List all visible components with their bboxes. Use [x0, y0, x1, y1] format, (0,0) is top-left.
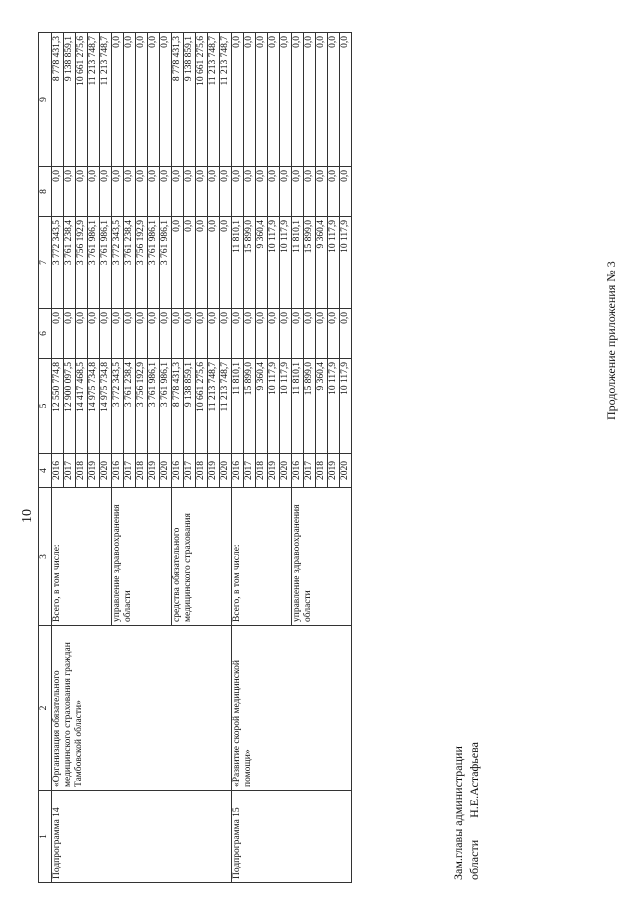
- amount-cell: 0,0: [232, 167, 244, 217]
- amount-cell: 3 772 343,5: [52, 217, 64, 309]
- amount-cell: 0,0: [208, 309, 220, 359]
- amount-cell: 0,0: [124, 309, 136, 359]
- column-header: 5: [39, 359, 52, 454]
- amount-cell: 0,0: [76, 167, 88, 217]
- year-cell: 2018: [136, 454, 148, 488]
- amount-cell: 11 213 748,7: [220, 33, 232, 167]
- funding-source: средства обязательного медицинского страхования: [172, 488, 232, 626]
- amount-cell: 0,0: [112, 309, 124, 359]
- amount-cell: 9 360,4: [256, 359, 268, 454]
- amount-cell: 8 778 431,3: [172, 359, 184, 454]
- amount-cell: 15 899,0: [244, 217, 256, 309]
- amount-cell: 0,0: [208, 167, 220, 217]
- amount-cell: 0,0: [340, 167, 352, 217]
- amount-cell: 0,0: [196, 167, 208, 217]
- amount-cell: 0,0: [148, 167, 160, 217]
- amount-cell: 0,0: [172, 217, 184, 309]
- amount-cell: 0,0: [184, 167, 196, 217]
- amount-cell: 0,0: [220, 217, 232, 309]
- amount-cell: 0,0: [256, 33, 268, 167]
- amount-cell: 10 661 275,6: [76, 33, 88, 167]
- amount-cell: 10 117,9: [328, 359, 340, 454]
- budget-table-wrapper: [38, 33, 352, 883]
- amount-cell: 0,0: [232, 33, 244, 167]
- amount-cell: 11 810,1: [292, 217, 304, 309]
- year-cell: 2016: [172, 454, 184, 488]
- amount-cell: 3 772 343,5: [112, 359, 124, 454]
- amount-cell: 0,0: [244, 167, 256, 217]
- amount-cell: 10 117,9: [340, 217, 352, 309]
- year-cell: 2016: [112, 454, 124, 488]
- amount-cell: 11 213 748,7: [100, 33, 112, 167]
- amount-cell: 3 761 986,1: [160, 217, 172, 309]
- amount-cell: 9 360,4: [316, 359, 328, 454]
- year-cell: 2018: [76, 454, 88, 488]
- amount-cell: 11 810,1: [292, 359, 304, 454]
- column-header: 6: [39, 309, 52, 359]
- signature-block: [450, 742, 482, 880]
- amount-cell: 0,0: [304, 167, 316, 217]
- amount-cell: 3 756 192,9: [76, 217, 88, 309]
- amount-cell: 15 899,0: [304, 217, 316, 309]
- year-cell: 2018: [256, 454, 268, 488]
- amount-cell: 11 810,1: [232, 217, 244, 309]
- amount-cell: 8 778 431,3: [52, 33, 64, 167]
- year-cell: 2018: [316, 454, 328, 488]
- budget-table: [38, 32, 352, 883]
- program-code: Подпрограмма 15: [232, 791, 352, 883]
- amount-cell: 0,0: [316, 167, 328, 217]
- amount-cell: 0,0: [196, 217, 208, 309]
- amount-cell: 10 117,9: [280, 359, 292, 454]
- amount-cell: 0,0: [304, 33, 316, 167]
- amount-cell: 0,0: [268, 309, 280, 359]
- amount-cell: 3 756 192,9: [136, 359, 148, 454]
- amount-cell: 0,0: [172, 167, 184, 217]
- table-body: [52, 33, 352, 883]
- amount-cell: 9 138 859,1: [64, 33, 76, 167]
- column-header: 2: [39, 626, 52, 791]
- amount-cell: 0,0: [160, 167, 172, 217]
- amount-cell: 10 117,9: [328, 217, 340, 309]
- year-cell: 2020: [340, 454, 352, 488]
- amount-cell: 0,0: [160, 309, 172, 359]
- year-cell: 2017: [184, 454, 196, 488]
- amount-cell: 3 761 238,4: [124, 359, 136, 454]
- amount-cell: 0,0: [88, 309, 100, 359]
- year-cell: 2020: [220, 454, 232, 488]
- funding-source: Всего, в том числе:: [52, 488, 112, 626]
- table-row: [232, 33, 244, 883]
- amount-cell: 0,0: [52, 309, 64, 359]
- program-title: «Организация обязательного медицинского страхования граждан Тамбовской области»: [52, 626, 232, 791]
- amount-cell: 9 138 859,1: [184, 33, 196, 167]
- column-header: 7: [39, 217, 52, 309]
- amount-cell: 11 213 748,7: [208, 359, 220, 454]
- signature-position: Зам.главы администрации: [451, 746, 465, 880]
- amount-cell: 0,0: [280, 33, 292, 167]
- year-cell: 2016: [292, 454, 304, 488]
- amount-cell: 12 900 097,5: [64, 359, 76, 454]
- amount-cell: 10 661 275,6: [196, 359, 208, 454]
- amount-cell: 3 761 986,1: [88, 217, 100, 309]
- year-cell: 2016: [52, 454, 64, 488]
- amount-cell: 9 138 859,1: [184, 359, 196, 454]
- amount-cell: 0,0: [136, 309, 148, 359]
- amount-cell: 0,0: [304, 309, 316, 359]
- amount-cell: 0,0: [232, 309, 244, 359]
- program-title: «Развитие скорой медицинской помощи»: [232, 626, 352, 791]
- amount-cell: 0,0: [268, 167, 280, 217]
- amount-cell: 0,0: [184, 309, 196, 359]
- signature-position-2: области: [467, 839, 481, 880]
- amount-cell: 0,0: [184, 217, 196, 309]
- amount-cell: 0,0: [196, 309, 208, 359]
- table-row: [52, 33, 64, 883]
- page-number: 10: [20, 509, 35, 523]
- amount-cell: 0,0: [244, 309, 256, 359]
- year-cell: 2017: [124, 454, 136, 488]
- amount-cell: 0,0: [76, 309, 88, 359]
- amount-cell: 0,0: [88, 167, 100, 217]
- amount-cell: 3 761 986,1: [148, 217, 160, 309]
- amount-cell: 11 810,1: [232, 359, 244, 454]
- amount-cell: 0,0: [256, 167, 268, 217]
- year-cell: 2017: [304, 454, 316, 488]
- amount-cell: 0,0: [208, 217, 220, 309]
- amount-cell: 10 117,9: [268, 359, 280, 454]
- amount-cell: 0,0: [136, 33, 148, 167]
- amount-cell: 0,0: [100, 167, 112, 217]
- header-row: [39, 33, 52, 883]
- year-cell: 2019: [208, 454, 220, 488]
- signature-name: Н.Е.Астафьева: [467, 742, 481, 818]
- year-cell: 2018: [196, 454, 208, 488]
- amount-cell: 3 761 986,1: [160, 359, 172, 454]
- year-cell: 2020: [280, 454, 292, 488]
- amount-cell: 0,0: [292, 33, 304, 167]
- amount-cell: 12 550 774,8: [52, 359, 64, 454]
- amount-cell: 0,0: [316, 33, 328, 167]
- year-cell: 2020: [160, 454, 172, 488]
- funding-source: Всего, в том числе:: [232, 488, 292, 626]
- amount-cell: 0,0: [160, 33, 172, 167]
- amount-cell: 0,0: [280, 309, 292, 359]
- program-code: Подпрограмма 14: [52, 791, 232, 883]
- amount-cell: 3 761 986,1: [148, 359, 160, 454]
- amount-cell: 14 975 734,8: [88, 359, 100, 454]
- amount-cell: 0,0: [124, 167, 136, 217]
- amount-cell: 0,0: [148, 309, 160, 359]
- amount-cell: 0,0: [124, 33, 136, 167]
- column-header: 1: [39, 791, 52, 883]
- amount-cell: 0,0: [292, 309, 304, 359]
- amount-cell: 0,0: [328, 33, 340, 167]
- amount-cell: 11 213 748,7: [88, 33, 100, 167]
- year-cell: 2017: [244, 454, 256, 488]
- amount-cell: 11 213 748,7: [220, 359, 232, 454]
- amount-cell: 15 899,0: [304, 359, 316, 454]
- column-header: 8: [39, 167, 52, 217]
- year-cell: 2019: [328, 454, 340, 488]
- amount-cell: 3 756 192,9: [136, 217, 148, 309]
- amount-cell: 10 661 275,6: [196, 33, 208, 167]
- amount-cell: 0,0: [148, 33, 160, 167]
- amount-cell: 15 899,0: [244, 359, 256, 454]
- year-cell: 2019: [148, 454, 160, 488]
- amount-cell: 14 417 468,5: [76, 359, 88, 454]
- amount-cell: 0,0: [112, 167, 124, 217]
- year-cell: 2016: [232, 454, 244, 488]
- funding-source: управление здравоохранения области: [292, 488, 352, 626]
- amount-cell: 0,0: [280, 167, 292, 217]
- amount-cell: 0,0: [244, 33, 256, 167]
- amount-cell: 3 761 986,1: [100, 217, 112, 309]
- amount-cell: 0,0: [100, 309, 112, 359]
- amount-cell: 10 117,9: [280, 217, 292, 309]
- amount-cell: 0,0: [220, 167, 232, 217]
- amount-cell: 0,0: [292, 167, 304, 217]
- amount-cell: 0,0: [136, 167, 148, 217]
- amount-cell: 10 117,9: [340, 359, 352, 454]
- amount-cell: 10 117,9: [268, 217, 280, 309]
- amount-cell: 9 360,4: [256, 217, 268, 309]
- amount-cell: 0,0: [340, 33, 352, 167]
- year-cell: 2019: [88, 454, 100, 488]
- column-header: 4: [39, 454, 52, 488]
- amount-cell: 0,0: [112, 33, 124, 167]
- amount-cell: 0,0: [64, 309, 76, 359]
- year-cell: 2020: [100, 454, 112, 488]
- amount-cell: 0,0: [172, 309, 184, 359]
- year-cell: 2019: [268, 454, 280, 488]
- amount-cell: 0,0: [220, 309, 232, 359]
- amount-cell: 11 213 748,7: [208, 33, 220, 167]
- amount-cell: 0,0: [316, 309, 328, 359]
- amount-cell: 3 761 238,4: [64, 217, 76, 309]
- amount-cell: 3 761 238,4: [124, 217, 136, 309]
- amount-cell: 0,0: [64, 167, 76, 217]
- amount-cell: 0,0: [52, 167, 64, 217]
- column-header: 3: [39, 488, 52, 626]
- amount-cell: 9 360,4: [316, 217, 328, 309]
- amount-cell: 3 772 343,5: [112, 217, 124, 309]
- amount-cell: 0,0: [340, 309, 352, 359]
- funding-source: управление здравоохранения области: [112, 488, 172, 626]
- year-cell: 2017: [64, 454, 76, 488]
- amount-cell: 0,0: [268, 33, 280, 167]
- amount-cell: 8 778 431,3: [172, 33, 184, 167]
- column-header: 9: [39, 33, 52, 167]
- amount-cell: 0,0: [328, 309, 340, 359]
- amount-cell: 0,0: [256, 309, 268, 359]
- appendix-header: Продолжение приложения № 3: [604, 261, 618, 420]
- amount-cell: 0,0: [328, 167, 340, 217]
- amount-cell: 14 975 734,8: [100, 359, 112, 454]
